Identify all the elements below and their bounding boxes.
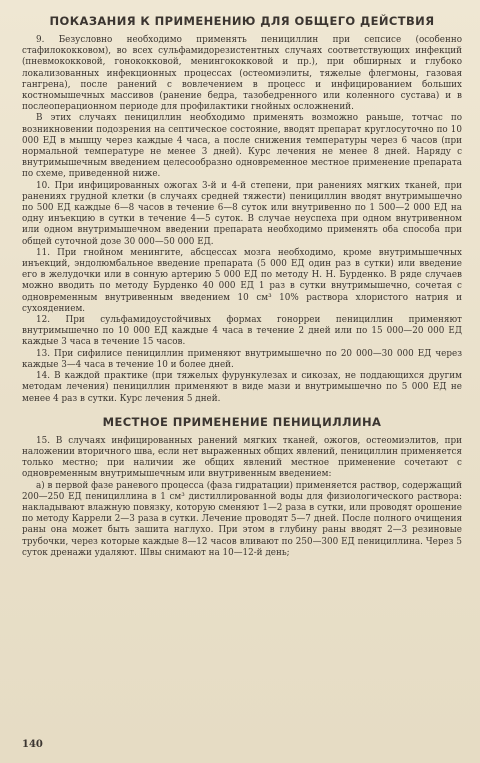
paragraph-15: 15. В случаях инфицированных ранений мягких тканей, ожогов, остеомиэлитов, при наложении вторичного шва, если нет выраженных общих явлений, пенициллин применяется только местно; при наличии же общих явлений местное применение сочетают с одновременным внутримышечным или внутривенным введением: [22, 435, 462, 480]
paragraph-10: 10. При инфицированных ожогах 3-й и 4-й степени, при ранениях мягких тканей, при ранениях грудной клетки (в случаях средней тяжести) пенициллин вводят внутримышечно по 500 ЕД каждые 6—8 часов в течение 6—8 суток или внутривенно по 1 500—2 000 ЕД на одну инъекцию в сутки в течение 4—5 суток. В случае неуспеха при одном внутривенном или одном внутримышечном введении препарата необходимо применять оба способа при общей суточной дозе 30 000—50 000 ЕД. [22, 180, 462, 247]
page-number: 140 [22, 739, 43, 750]
paragraph-13: 13. При сифилисе пенициллин применяют внутримышечно по 20 000—30 000 ЕД через каждые 3—4 часа в течение 10 и более дней. [22, 348, 462, 370]
paragraph-14: 14. В каждой практике (при тяжелых фурункулезах и сикозах, не поддающихся другим методам лечения) пенициллин применяют в виде мази и внутримышечно по 5 000 ЕД не менее 4 раз в сутки. Курс лечения 5 дней. [22, 371, 462, 404]
paragraph-11: 11. При гнойном менингите, абсцессах мозга необходимо, кроме внутримышечных инъекций, эндолюмбальное введение препарата (5 000 ЕД один раз в сутки) или введение его в желудочки или в сонную артерию 5 000 ЕД по методу Н. Н. Бурденко. В ряде случаев можно вводить по методу Бурденко 40 000 ЕД 1 раз в сутки внутримышечно, сочетая с одновременным внутривенным введением 10 см³ 10% раствора хлористого натрия и сухоядением. [22, 247, 462, 314]
paragraph-12: 12. При сульфамидоустойчивых формах гонорреи пенициллин применяют внутримышечно по 10 000 ЕД каждые 4 часа в течение 2 дней или по 15 000—20 000 ЕД каждые 3 часа в течение 15 часов. [22, 315, 462, 348]
paragraph-9: 9. Безусловно необходимо применять пенициллин при сепсисе (особенно стафилококковом), во всех сульфамидорезистентных случаях соответствующих инфекций (пневмококковой, гонококковой, менингококковой и пр.), при обширных и глубоко локализованных инфекционных процессах (остеомиэлиты, тяжелые флегмоны, газовая гангрена), после ранений с вовлечением в процесс и инфицированием больших костномышечных массивов (ранение бедра, тазобедренного или коленного сустава) и в послеоперационном периоде для профилактики гнойных осложнений. [22, 35, 462, 113]
paragraph-9-continued: В этих случаях пенициллин необходимо применять возможно раньше, тотчас по возникновении подозрения на септическое состояние, вводят препарат круглосуточно по 10 000 ЕД в мышцу через каждые 4 часа, а после снижения температуры через 6 часов (при нормальной температуре не менее 3 дней). Курс лечения не менее 8 дней. Наряду с внутримышечным введением целесообразно одновременное местное применение препарата по схеме, приведенной ниже. [22, 113, 462, 180]
paragraph-15-item-a: а) в первой фазе раневого процесса (фаза гидратации) применяется раствор, содержащий 200—250 ЕД пенициллина в 1 см³ дистиллированной воды для физиологического раствора: накладывают влажную повязку, которую сменяют 1—2 раза в сутки, или проводят орошение по методу Каррели 2—3 раза в сутки. Лечение проводят 5—7 дней. После полного очищения раны она может быть зашита наглухо. При этом в глубину раны вводят 2—3 резиновые трубочки, через которые каждые 8—12 часов вливают по 250—300 ЕД пенициллина. Через 5 суток дренажи удаляют. Швы снимают на 10—12-й день; [22, 480, 462, 558]
section-heading-local: МЕСТНОЕ ПРИМЕНЕНИЕ ПЕНИЦИЛЛИНА [102, 414, 382, 429]
section-heading-general: ПОКАЗАНИЯ К ПРИМЕНЕНИЮ ДЛЯ ОБЩЕГО ДЕЙСТВИЯ [49, 14, 435, 28]
